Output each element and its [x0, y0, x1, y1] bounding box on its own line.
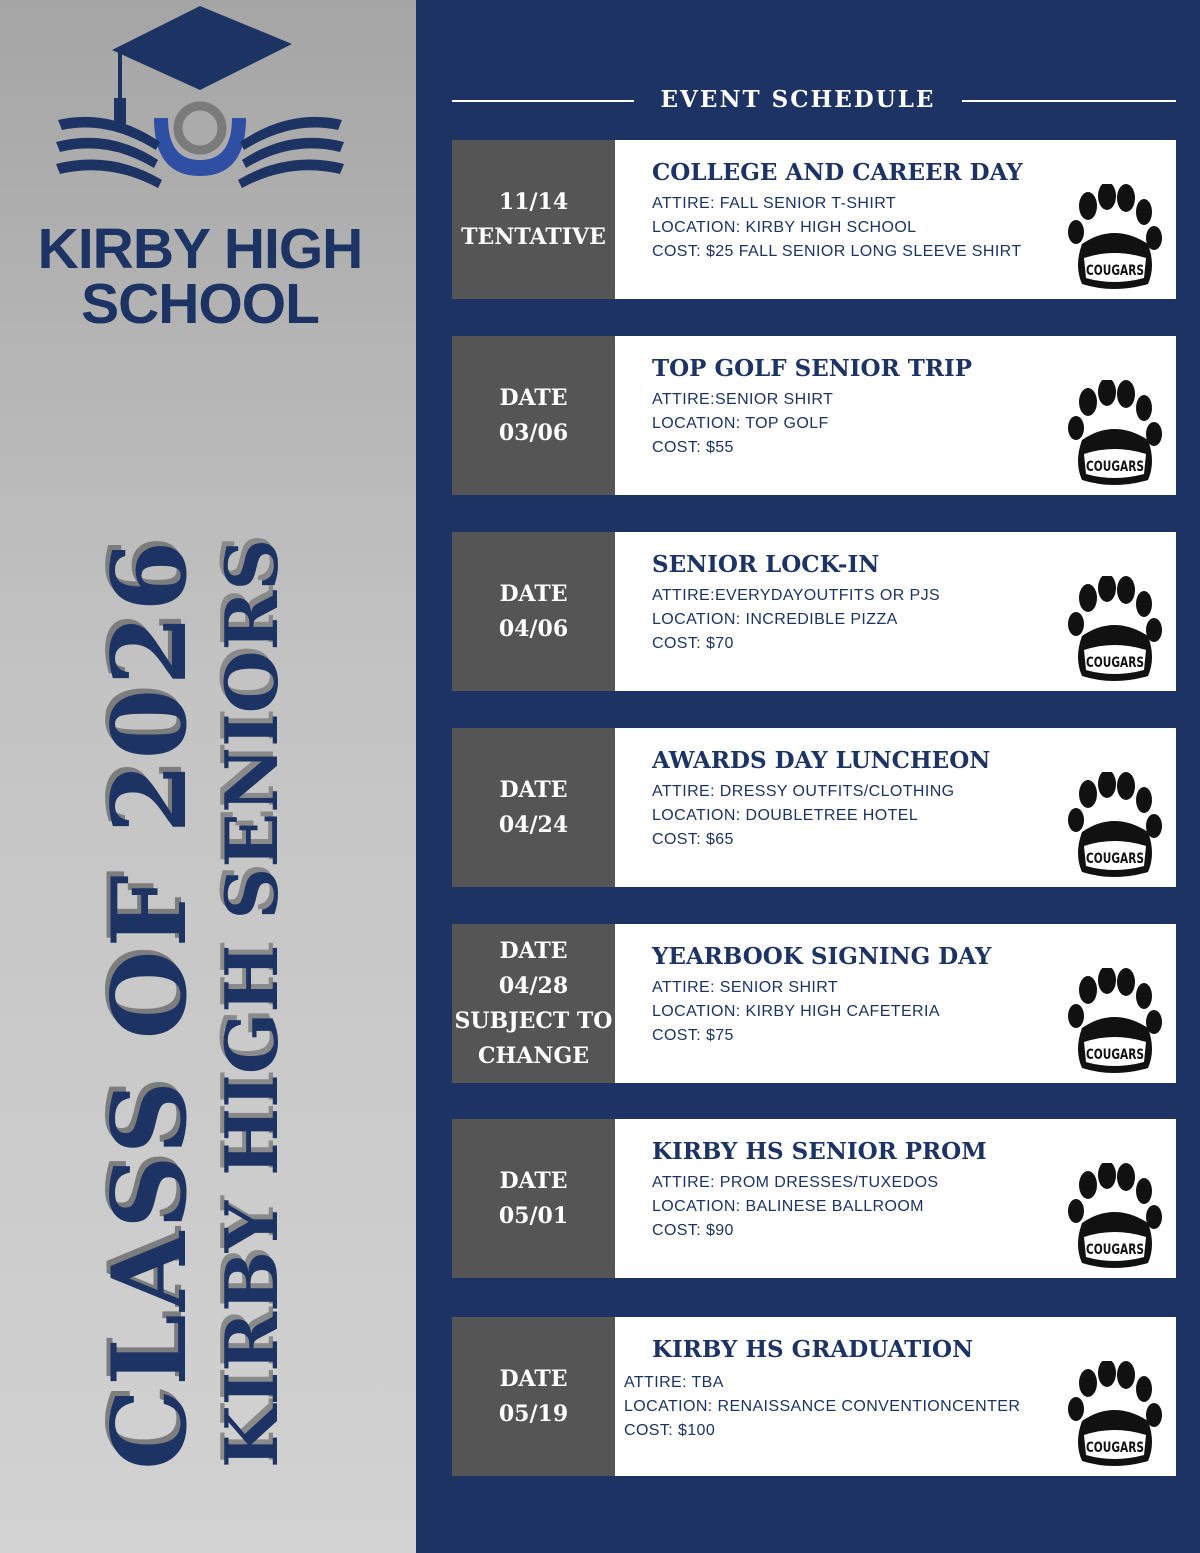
event-detail-line: COST: $25 FALL SENIOR LONG SLEEVE SHIRT: [652, 243, 1022, 260]
school-name: [0, 217, 400, 336]
event-info-box: [615, 532, 1176, 691]
event-details: [624, 1371, 1020, 1443]
event-detail-line: ATTIRE: PROM DRESSES/TUXEDOS: [652, 1174, 939, 1191]
school-name-line1: KIRBY HIGH: [37, 217, 363, 281]
cougar-badge-text: COUGARS: [1086, 263, 1144, 279]
event-info-box: [615, 336, 1176, 495]
event-info-box: [615, 924, 1176, 1083]
event-title: COLLEGE AND CAREER DAY: [652, 159, 1023, 186]
event-title: YEARBOOK SIGNING DAY: [652, 943, 992, 970]
cougar-paw-icon: [1064, 772, 1164, 880]
event-detail-line: ATTIRE:SENIOR SHIRT: [652, 391, 834, 408]
event-detail-line: ATTIRE: FALL SENIOR T-SHIRT: [652, 195, 897, 212]
event-date-box: [452, 532, 615, 691]
event-info-box: [615, 728, 1176, 887]
cougar-paw-icon: [1064, 184, 1164, 292]
event-title: AWARDS DAY LUNCHEON: [652, 747, 991, 774]
event-detail-line: COST: $70: [652, 635, 734, 652]
event-detail-line: LOCATION: KIRBY HIGH CAFETERIA: [652, 1003, 940, 1020]
event-title: TOP GOLF SENIOR TRIP: [652, 355, 973, 382]
event-row: [452, 728, 1176, 887]
event-date-line: 05/19: [498, 1400, 569, 1427]
cougar-badge-text: COUGARS: [1086, 1047, 1144, 1063]
event-details: [652, 388, 833, 460]
event-date-line: 04/28: [498, 972, 569, 999]
event-detail-line: COST: $75: [652, 1027, 734, 1044]
event-date-line: SUBJECT TO: [454, 1007, 613, 1034]
event-date-line: 04/24: [498, 811, 569, 838]
seniors-title: KIRBY HIGH SENIORS: [209, 538, 294, 1468]
graduation-cap-logo-icon: [50, 0, 350, 210]
event-details: [652, 1171, 939, 1243]
event-details: [652, 976, 940, 1048]
event-date-box: [452, 924, 615, 1083]
event-date-box: [452, 1317, 615, 1476]
cougar-badge-text: COUGARS: [1086, 459, 1144, 475]
event-date-line: CHANGE: [477, 1042, 590, 1069]
event-detail-line: LOCATION: KIRBY HIGH SCHOOL: [652, 219, 917, 236]
event-row: [452, 1119, 1176, 1278]
event-date-line: 03/06: [498, 419, 569, 446]
event-detail-line: LOCATION: BALINESE BALLROOM: [652, 1198, 924, 1215]
event-details: [652, 584, 940, 656]
event-detail-line: LOCATION: INCREDIBLE PIZZA: [652, 611, 898, 628]
event-date-line: 05/01: [498, 1202, 569, 1229]
event-row: [452, 140, 1176, 299]
event-date-line: TENTATIVE: [461, 223, 606, 250]
event-row: [452, 532, 1176, 691]
event-title: SENIOR LOCK-IN: [652, 551, 880, 578]
cougar-paw-icon: [1064, 1163, 1164, 1271]
cougar-paw-icon: [1064, 968, 1164, 1076]
cougar-badge-text: COUGARS: [1086, 851, 1144, 867]
event-detail-line: LOCATION: DOUBLETREE HOTEL: [652, 807, 919, 824]
event-date-line: 11/14: [498, 188, 569, 215]
heading-rule-left: [452, 100, 634, 102]
event-date-line: DATE: [499, 937, 568, 964]
event-date-line: DATE: [499, 384, 568, 411]
event-title: KIRBY HS GRADUATION: [652, 1336, 974, 1363]
event-date-box: [452, 336, 615, 495]
event-detail-line: COST: $65: [652, 831, 734, 848]
event-row: [452, 336, 1176, 495]
schedule-heading: [452, 82, 1176, 118]
event-detail-line: LOCATION: TOP GOLF: [652, 415, 829, 432]
event-detail-line: COST: $90: [652, 1222, 734, 1239]
event-detail-line: COST: $100: [624, 1422, 716, 1439]
event-info-box: [615, 1119, 1176, 1278]
cougar-badge-text: COUGARS: [1086, 655, 1144, 671]
event-row: [452, 924, 1176, 1083]
class-title: CLASS OF 2026: [90, 537, 210, 1470]
cougar-badge-text: COUGARS: [1086, 1440, 1144, 1456]
event-date-line: DATE: [499, 1167, 568, 1194]
school-name-line2: SCHOOL: [81, 272, 319, 336]
event-row: [452, 1317, 1176, 1476]
schedule-heading-text: EVENT SCHEDULE: [660, 86, 936, 113]
event-title: KIRBY HS SENIOR PROM: [652, 1138, 987, 1165]
left-panel: [0, 0, 416, 1553]
event-date-line: 04/06: [498, 615, 569, 642]
event-info-box: [615, 1317, 1176, 1476]
cougar-paw-icon: [1064, 1361, 1164, 1469]
cougar-badge-text: COUGARS: [1086, 1242, 1144, 1258]
heading-rule-right: [962, 100, 1176, 102]
event-date-line: DATE: [499, 776, 568, 803]
event-info-box: [615, 140, 1176, 299]
event-details: [652, 780, 955, 852]
event-detail-line: ATTIRE: DRESSY OUTFITS/CLOTHING: [652, 783, 955, 800]
event-detail-line: COST: $55: [652, 439, 734, 456]
event-date-box: [452, 140, 615, 299]
cougar-paw-icon: [1064, 576, 1164, 684]
cougar-paw-icon: [1064, 380, 1164, 488]
event-detail-line: ATTIRE:EVERYDAYOUTFITS OR PJS: [652, 587, 941, 604]
event-date-box: [452, 728, 615, 887]
event-detail-line: ATTIRE: SENIOR SHIRT: [652, 979, 839, 996]
event-details: [652, 192, 1022, 264]
event-date-line: DATE: [499, 1365, 568, 1392]
event-date-box: [452, 1119, 615, 1278]
event-detail-line: LOCATION: RENAISSANCE CONVENTIONCENTER: [624, 1398, 1021, 1415]
event-detail-line: ATTIRE: TBA: [624, 1374, 724, 1391]
event-date-line: DATE: [499, 580, 568, 607]
